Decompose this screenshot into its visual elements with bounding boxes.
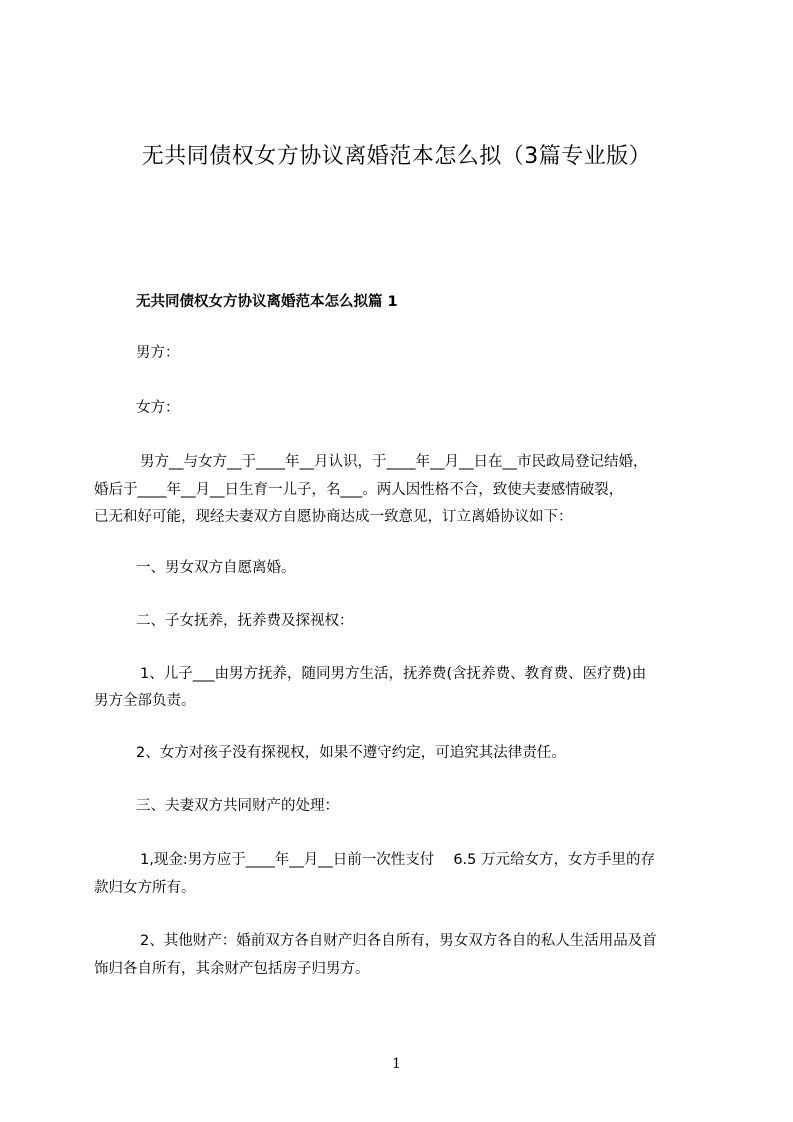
intro-line-1: 男方__与女方__于____年__月认识，于____年__月__日在__市民政局登记结婚， <box>140 454 648 470</box>
clause-2-1-line-2: 男方全部负责。 <box>94 693 196 709</box>
clause-1: 一、男女双方自愿离婚。 <box>136 560 296 576</box>
intro-line-3: 已无和好可能，现经夫妻双方自愿协商达成一致意见，订立离婚协议如下： <box>94 509 573 525</box>
clause-3-2-line-2: 饰归各自所有，其余财产包括房子归男方。 <box>94 961 370 977</box>
male-party-line: 男方： <box>136 345 180 361</box>
clause-3-1-line-1: 1,现金:男方应于____年__月__日前一次性支付 6.5 万元给女方，女方手里的存 <box>140 852 655 868</box>
clause-2-2: 2、女方对孩子没有探视权，如果不遵守约定，可追究其法律责任。 <box>136 745 566 761</box>
clause-3-heading: 三、夫妻双方共同财产的处理： <box>136 798 339 814</box>
intro-line-2: 婚后于____年__月__日生育一儿子，名___。两人因性格不合，致使夫妻感情破裂， <box>94 482 624 498</box>
page-number: 1 <box>392 1056 401 1072</box>
clause-3-1-line-2: 款归女方所有。 <box>94 880 196 896</box>
document-title: 无共同债权女方协议离婚范本怎么拟（3篇专业版） <box>141 144 652 169</box>
section-heading: 无共同债权女方协议离婚范本怎么拟篇 1 <box>136 294 398 310</box>
clause-3-2-line-1: 2、其他财产：婚前双方各自财产归各自所有，男女双方各自的私人生活用品及首 <box>140 933 657 949</box>
female-party-line: 女方： <box>136 400 180 416</box>
clause-2-heading: 二、子女抚养，抚养费及探视权： <box>136 613 354 629</box>
clause-2-1-line-1: 1、儿子___由男方抚养，随同男方生活，抚养费(含抚养费、教育费、医疗费)由 <box>140 666 647 682</box>
